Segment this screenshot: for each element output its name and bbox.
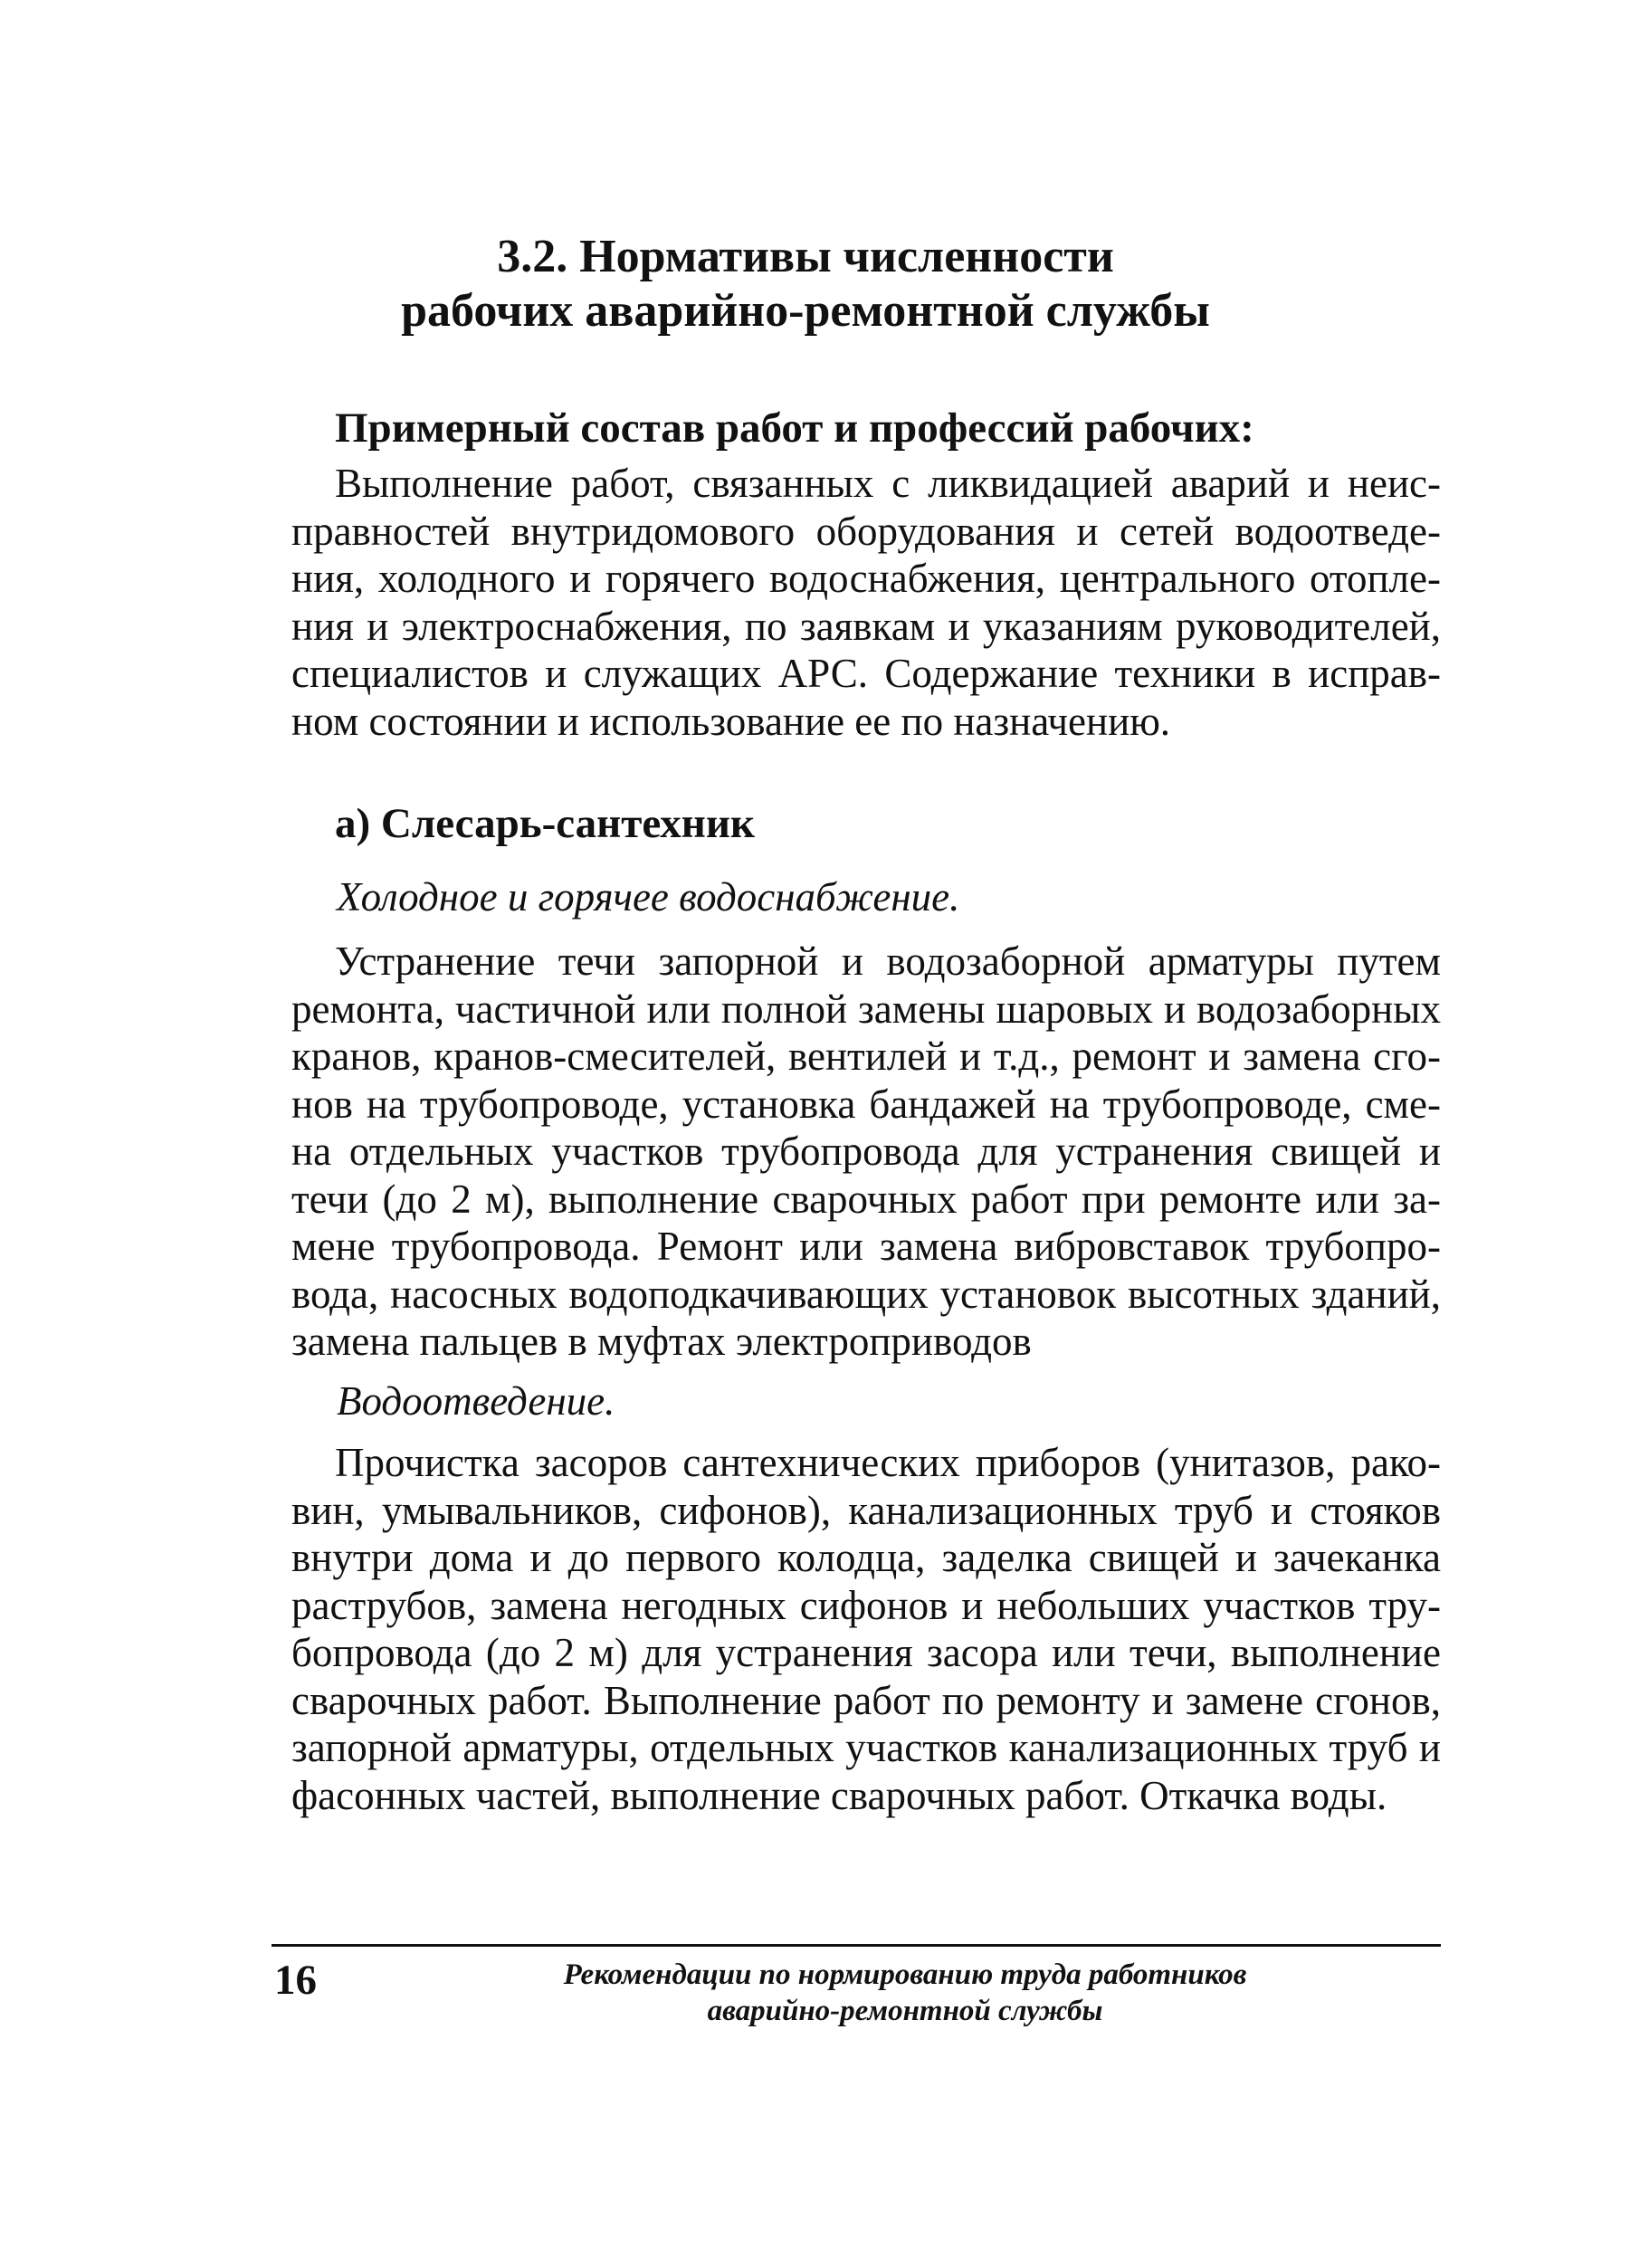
running-footer-line-1: Рекомендации по нормированию труда работников (563, 1958, 1247, 1991)
profession-heading: а) Слесарь-сантехник (335, 800, 755, 847)
water-supply-heading: Холодное и горячее водоснабжение. (337, 874, 960, 920)
footer-divider (272, 1944, 1441, 1947)
composition-paragraph: Выполнение работ, связанных с ликвидацией аварий и неисправностей внутридомового оборудования и сетей водоотведения, холодного и горячего водоснабжения, центрального отопления и электроснабжения, по заявкам и указаниям руководителей, специалистов и служащих АРС. Содержание техники в исправном состоянии и использование ее по назначению. (291, 461, 1441, 744)
water-supply-paragraph: Устранение течи запорной и водозаборной арматуры путем ремонта, частичной или полной замены шаровых и водозаборных кранов, кранов-смесителей, вентилей и т.д., ремонт и замена сгонов на трубопроводе, установка бандажей на трубопроводе, смена отдельных участков трубопровода для устранения свищей и течи (до 2 м), выполнение сварочных работ при ремонте или замене трубопровода. Ремонт или замена вибровставок трубопровода, насосных водоподкачивающих установок высотных зданий, замена пальцев в муфтах электроприводов (291, 939, 1441, 1364)
section-title-line-2: рабочих аварийно-ремонтной службы (401, 285, 1210, 337)
page-number: 16 (274, 1957, 317, 2004)
drainage-paragraph: Прочистка засоров сантехнических приборов (унитазов, раковин, умывальников, сифонов), канализационных труб и стояков внутри дома и до первого колодца, заделка свищей и зачеканка раструбов, замена негодных сифонов и небольших участков трубопровода (до 2 м) для устранения засора или течи, выполнение сварочных работ. Выполнение работ по ремонту и замене сгонов, запорной арматуры, отдельных участков канализационных труб и фасонных частей, выполнение сварочных работ. Откачка воды. (291, 1440, 1441, 1818)
running-footer (507, 1957, 1303, 2029)
section-title-line-1: 3.2. Нормативы численности (497, 231, 1114, 282)
composition-heading: Примерный состав работ и профессий рабочих: (335, 405, 1254, 452)
running-footer-line-2: аварийно-ремонтной службы (707, 1995, 1103, 2027)
drainage-heading: Водоотведение. (337, 1378, 615, 1424)
